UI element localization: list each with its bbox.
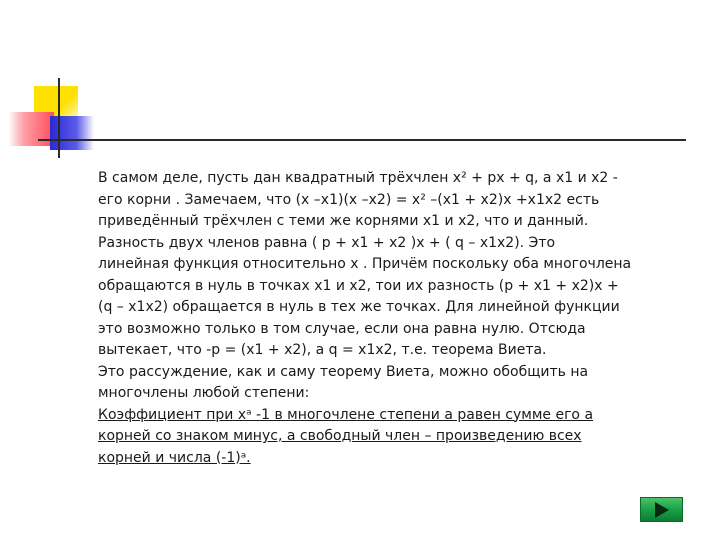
decor-vertical-line [58,78,60,158]
text-line: (q – x1x2) обращается в нуль в тех же точках. Для линейной функции [98,299,620,315]
text-line: В самом деле, пусть дан квадратный трёхчлен x² + px + q, а x1 и x2 - [98,170,618,186]
text-line: его корни . Замечаем, что (x –x1)(x –x2) = x² –(x1 + x2)x +x1x2 есть [98,191,600,208]
slide-body-text [98,168,698,469]
text-line: линейная функция относительно x . Причём поскольку оба многочлена [98,256,632,272]
text-line: вытекает, что -p = (x1 + x2), а q = x1x2, т.е. теорема Виета. [98,342,547,358]
text-line: Разность двух членов равна ( p + x1 + x2 )x + ( q – x1x2). Это [98,234,556,251]
next-slide-button[interactable] [640,497,683,522]
underlined-text-line: корней со знаком минус, а свободный член – произведению всех [98,428,582,444]
play-right-icon [653,501,671,519]
text-line: это возможно только в том случае, если она равна нулю. Отсюда [98,320,586,337]
text-line: Это рассуждение, как и саму теорему Виета, можно обобщить на [98,363,589,380]
underlined-text-line: корней и числа (-1)ᵃ. [98,449,251,466]
title-divider-line [38,139,686,141]
text-line: многочлены любой степени: [98,385,310,401]
text-line: обращаются в нуль в точках x1 и x2, тои их разность (p + x1 + x2)x + [98,277,619,294]
text-line: приведённый трёхчлен с теми же корнями x1 и x2, что и данный. [98,213,589,229]
underlined-text-line: Коэффициент при xᵃ -1 в многочлене степени а равен сумме его а [98,406,594,423]
decor-blue-square [50,116,94,150]
